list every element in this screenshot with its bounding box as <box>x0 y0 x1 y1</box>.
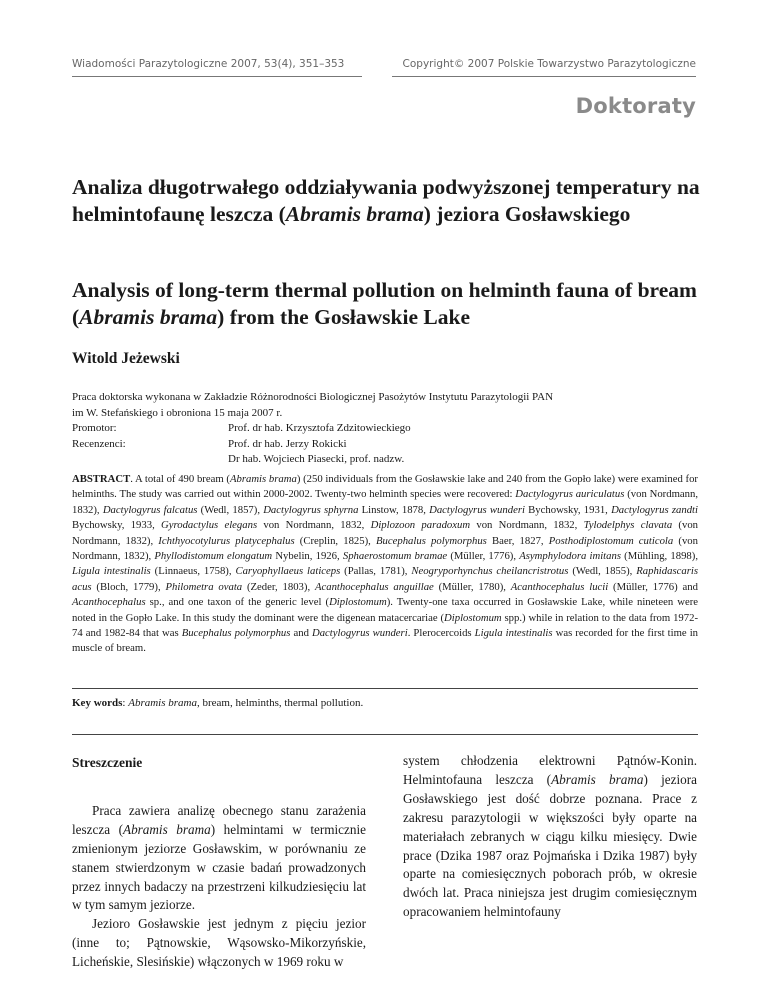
body-column-right <box>403 752 697 922</box>
abstract-species: Dactylogyrus sphyrna <box>263 503 359 516</box>
abstract-species: Abramis brama <box>229 473 297 485</box>
section-label: Doktoraty <box>575 94 696 118</box>
abstract-species: Diplozoon paradoxum <box>370 519 471 532</box>
abstract-text: . Plerocercoids <box>407 627 475 640</box>
body-paragraph-2: Jezioro Gosławskie jest jednym z pięciu jezior (inne to; Pątnowskie, Wąsowsko-Mikorzyńskie, Licheńskie, Slesińskie) włączonych w 1969 roku w <box>72 916 367 970</box>
abstract-text: ). Twenty-one taxa occurred in Gosławskie Lake, while nineteen were noted in the Gopło Lake. In this study the dominant were the digenean matacercariae ( <box>72 596 698 624</box>
body-text: ) helmintami w termicznie zmienionym jeziorze Gosławskim, w porównaniu ze stanem stwierdzonym w czasie badań prowadzonych przez innych badaczy na przestrzeni kilkudziesięciu lat w tym samym jeziorze. <box>72 821 366 913</box>
title-polish-species: Abramis brama <box>285 202 424 226</box>
abstract-text: Bychowsky, 1933, <box>72 519 162 532</box>
abstract-species: Dactylogyrus auriculatus <box>515 488 625 501</box>
abstract-text: (Müller, 1776) and <box>608 580 698 593</box>
abstract-species: Raphidascaris acus <box>72 565 699 593</box>
keywords-rest: , bream, helminths, thermal pollution. <box>197 697 364 709</box>
abstract-text: (von Nordmann, 1832), <box>72 488 698 516</box>
summary-heading: Streszczenie <box>72 755 143 770</box>
abstract-text: (Wedl, 1857), <box>197 503 264 516</box>
abstract-text: spp.) while in relation to the data from 1972-74 and 1982-84 that was <box>72 611 699 640</box>
abstract-text: and <box>290 627 312 640</box>
keywords-species: Abramis brama <box>128 697 197 709</box>
abstract-species: Philometra ovata <box>165 580 243 593</box>
body-column-left <box>72 752 366 972</box>
promotor-row <box>72 421 702 437</box>
keywords-heading: Key words <box>72 697 123 709</box>
divider-bottom <box>72 734 698 735</box>
abstract-text: (Müller, 1776), <box>447 550 520 563</box>
abstract-heading: ABSTRACT <box>72 473 131 485</box>
abstract-text: (Bloch, 1779), <box>91 580 166 593</box>
copyright-notice: Copyright© 2007 Polskie Towarzystwo Parazytologiczne <box>392 58 696 77</box>
keywords <box>72 697 698 709</box>
reviewers-label: Recenzenci: <box>72 437 126 450</box>
abstract-text: (von Nordmann, 1832), <box>72 519 699 547</box>
title-polish <box>72 174 702 228</box>
body-paragraph-1 <box>72 802 366 915</box>
thesis-defense-date: im W. Stefańskiego i obroniona 15 maja 2007 r. <box>72 406 283 419</box>
abstract-text: Baer, 1827, <box>486 534 549 547</box>
abstract-species: Diplostomum <box>444 611 502 624</box>
abstract-text: (Müller, 1780), <box>433 580 511 593</box>
abstract-species: Acanthocephalus lucii <box>510 580 609 593</box>
abstract-species: Ligula intestinalis <box>72 565 151 578</box>
abstract-species: Diplostomum <box>329 596 387 609</box>
abstract-species: Acanthocephalus <box>72 596 146 609</box>
abstract-species: Ichthyocotylurus platycephalus <box>158 534 295 547</box>
abstract-species: Gyrodactylus elegans <box>161 519 258 532</box>
abstract-text: (Creplin, 1825), <box>294 534 376 547</box>
keywords-colon: : <box>122 697 129 709</box>
abstract-species: Asymphylodora imitans <box>519 550 621 563</box>
abstract-text: Nybelin, 1926, <box>272 550 343 563</box>
abstract-text: (Linnaeus, 1758), <box>150 565 236 578</box>
abstract-text: was recorded for the first time in muscle of bream. <box>72 627 699 655</box>
abstract-species: Tylodelphys clavata <box>583 519 673 532</box>
reviewers-row-2 <box>72 452 702 468</box>
abstract <box>72 472 698 657</box>
abstract-species: Caryophyllaeus laticeps <box>235 565 341 578</box>
abstract-text: sp., and one taxon of the generic level ( <box>145 596 330 609</box>
title-english <box>72 277 702 331</box>
abstract-species: Phyllodistomum elongatum <box>154 550 273 563</box>
abstract-text: Linstow, 1878, <box>358 503 430 516</box>
title-english-text-end: ) from the Gosławskie Lake <box>217 305 470 329</box>
abstract-text: (Mühling, 1898), <box>620 550 699 563</box>
reviewer-1: Prof. dr hab. Jerzy Rokicki <box>228 437 347 450</box>
abstract-text: (Zeder, 1803), <box>242 580 315 593</box>
body-paragraph-2-cont: system chłodzenia elektrowni Pątnów-Konin. Helmintofauna leszcza (Abramis brama) jeziora Gosławskiego jest dość dobrze poznana. Prace z zakresu parazytologii w większości były oparte na materiałach zebranych w ciągu kilku miesięcy. Dwie prace (Dzika 1987 oraz Pojmańska i Dzika 1987) były oparte na comiesięcznych poborach prób, w okresie dwóch lat. Praca niniejsza jest drugim comiesięcznym opracowaniem helmintofauny <box>403 753 698 920</box>
abstract-text: von Nordmann, 1832, <box>470 519 584 532</box>
abstract-species: Bucephalus polymorphus <box>376 534 487 547</box>
abstract-species: Posthodiplostomum cuticola <box>548 534 674 547</box>
journal-citation: Wiadomości Parazytologiczne 2007, 53(4), 351–353 <box>72 58 362 77</box>
abstract-text: (von Nordmann, 1832), <box>72 534 698 563</box>
abstract-species: Sphaerostomum bramae <box>342 550 448 563</box>
title-polish-text: Analiza długotrwałego oddziaływania podwyższonej temperatury na helmintofaunę leszcza ( <box>72 175 700 226</box>
body-species: Abramis brama <box>123 821 211 837</box>
abstract-species: Bucephalus polymorphus <box>181 627 291 640</box>
abstract-species: Acanthocephalus anguillae <box>314 580 434 593</box>
abstract-species: Dactylogyrus zandti <box>611 503 698 516</box>
abstract-text: (Pallas, 1781), <box>340 565 412 578</box>
title-polish-text-end: ) jeziora Gosławskiego <box>423 202 631 226</box>
body-text: Praca zawiera analizę obecnego stanu zarażenia leszcza ( <box>72 802 366 837</box>
abstract-text: . A total of 490 bream ( <box>130 473 230 485</box>
abstract-species: Dactylogyrus wunderi <box>429 503 525 516</box>
meta-spacer <box>72 452 228 468</box>
abstract-text: ) (250 individuals from the Gosławskie lake and 240 from the Gopło lake) were examined for helminths. The study was carried out within 2000-2002. Twenty-two helminth species were recovered: <box>72 473 698 501</box>
author-name: Witold Jeżewski <box>72 350 180 367</box>
abstract-species: Ligula intestinalis <box>474 627 553 640</box>
abstract-text: (Wedl, 1855), <box>568 565 637 578</box>
divider-top <box>72 688 698 689</box>
abstract-species: Dactylogyrus falcatus <box>102 503 198 516</box>
abstract-species: Neogryporhynchus cheilancristrotus <box>411 565 569 578</box>
promotor-label: Promotor: <box>72 422 117 434</box>
thesis-institution: Praca doktorska wykonana w Zakładzie Różnorodności Biologicznej Pasożytów Instytutu Parazytologii PAN <box>72 391 554 403</box>
promotor-name: Prof. dr hab. Krzysztofa Zdzitowieckiego <box>228 422 411 434</box>
abstract-text: Bychowsky, 1931, <box>524 503 612 516</box>
title-english-text: Analysis of long-term thermal pollution on helminth fauna of bream ( <box>72 278 697 329</box>
reviewer-2: Dr hab. Wojciech Piasecki, prof. nadzw. <box>228 453 405 465</box>
title-english-species: Abramis brama <box>79 305 218 329</box>
reviewers-row <box>72 437 702 453</box>
abstract-species: Dactylogyrus wunderi <box>312 627 408 640</box>
abstract-text: von Nordmann, 1832, <box>257 519 371 532</box>
thesis-info <box>72 390 702 468</box>
